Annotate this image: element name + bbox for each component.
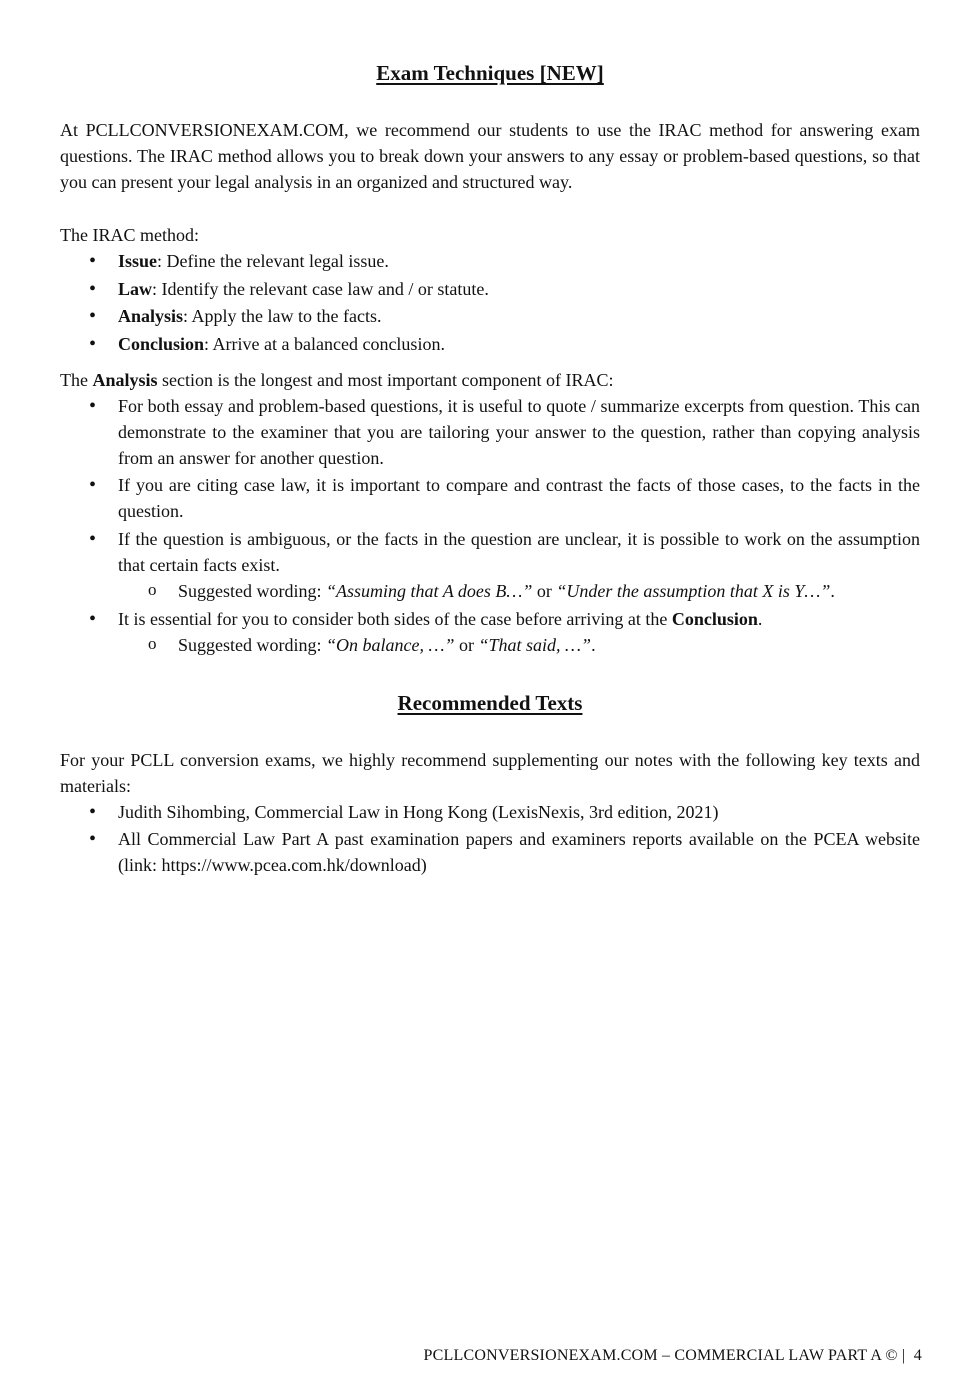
irac-list bbox=[60, 248, 920, 357]
page-number: 4 bbox=[913, 1347, 922, 1364]
analysis-point-assumptions bbox=[60, 526, 920, 604]
recommended-texts-heading: Recommended Texts bbox=[397, 690, 583, 715]
conclusion-sublist bbox=[118, 632, 920, 658]
recommended-texts-list bbox=[60, 799, 920, 879]
irac-desc: : Arrive at a balanced conclusion. bbox=[204, 333, 445, 354]
irac-item-analysis bbox=[60, 303, 920, 329]
irac-term: Issue bbox=[118, 251, 158, 271]
analysis-point-both-sides bbox=[60, 606, 920, 658]
analysis-intro-term: Analysis bbox=[92, 369, 158, 390]
irac-desc: : Define the relevant legal issue. bbox=[157, 251, 389, 271]
exam-intro-paragraph: At PCLLCONVERSIONEXAM.COM, we recommend our students to use the IRAC method for answering exam questions. The IRAC method allows you to break down your answers to any essay or problem-based questions, so that you can present your legal analysis in an organized and structured way. bbox=[60, 120, 920, 192]
suggested-wording-or: or bbox=[532, 580, 557, 601]
analysis-point-both-sides-end: . bbox=[757, 608, 763, 629]
irac-item-issue bbox=[60, 248, 920, 274]
irac-term: Conclusion bbox=[118, 333, 205, 354]
conclusion-suggested-wording bbox=[118, 632, 920, 658]
suggested-wording-or: or bbox=[454, 634, 479, 655]
suggested-wording-end: . bbox=[591, 634, 596, 655]
irac-desc: : Identify the relevant case law and / or statute. bbox=[152, 278, 489, 299]
page-content bbox=[60, 58, 920, 878]
analysis-point-quote-excerpts: • For both essay and problem-based questions, it is useful to quote / summarize excerpts from question. This can demonstrate to the examiner that you are tailoring your answer to the question, rather than copying analysis from an answer for another question. bbox=[60, 393, 920, 471]
analysis-point-assumptions-text: If the question is ambiguous, or the facts in the question are unclear, it is possible to work on the assumption that certain facts exist. bbox=[118, 528, 920, 575]
suggested-wording-quote: “Assuming that A does B…” bbox=[326, 580, 533, 601]
irac-desc: : Apply the law to the facts. bbox=[183, 306, 382, 327]
recommended-text-item: • Judith Sihombing, Commercial Law in Hong Kong (LexisNexis, 3rd edition, 2021) bbox=[60, 799, 920, 825]
exam-techniques-heading: Exam Techniques [NEW] bbox=[376, 61, 604, 85]
analysis-intro-post: section is the longest and most important component of IRAC: bbox=[157, 369, 614, 390]
suggested-wording-label: Suggested wording: bbox=[178, 634, 326, 655]
analysis-point-case-law: • If you are citing case law, it is important to compare and contrast the facts of those cases, to the facts in the question. bbox=[60, 472, 920, 524]
suggested-wording-quote: “On balance, …” bbox=[326, 634, 455, 655]
analysis-intro-paragraph bbox=[60, 367, 920, 393]
irac-method-heading: The IRAC method: bbox=[60, 225, 199, 245]
page-footer bbox=[424, 1347, 922, 1365]
analysis-point-both-sides-text: It is essential for you to consider both sides of the case before arriving at the bbox=[118, 608, 672, 629]
assumptions-sublist bbox=[118, 578, 920, 604]
assumptions-suggested-wording bbox=[118, 578, 920, 604]
suggested-wording-end: . bbox=[830, 580, 835, 601]
footer-text: PCLLCONVERSIONEXAM.COM – COMMERCIAL LAW PART A © | bbox=[423, 1347, 906, 1364]
irac-item-law bbox=[60, 276, 920, 302]
recommended-texts-intro: For your PCLL conversion exams, we highly recommend supplementing our notes with the following key texts and materials: bbox=[60, 749, 920, 796]
irac-term: Law bbox=[118, 278, 153, 299]
analysis-intro-pre: The bbox=[60, 369, 93, 390]
suggested-wording-label: Suggested wording: bbox=[178, 580, 326, 601]
analysis-list bbox=[60, 393, 920, 658]
suggested-wording-quote: “That said, …” bbox=[478, 634, 592, 655]
conclusion-term: Conclusion bbox=[671, 608, 758, 629]
irac-term: Analysis bbox=[118, 306, 184, 327]
recommended-text-item: • All Commercial Law Part A past examination papers and examiners reports available on the PCEA website (link: https://www.pcea.com.hk/download) bbox=[60, 826, 920, 878]
irac-item-conclusion bbox=[60, 331, 920, 357]
suggested-wording-quote: “Under the assumption that X is Y…” bbox=[556, 580, 831, 601]
